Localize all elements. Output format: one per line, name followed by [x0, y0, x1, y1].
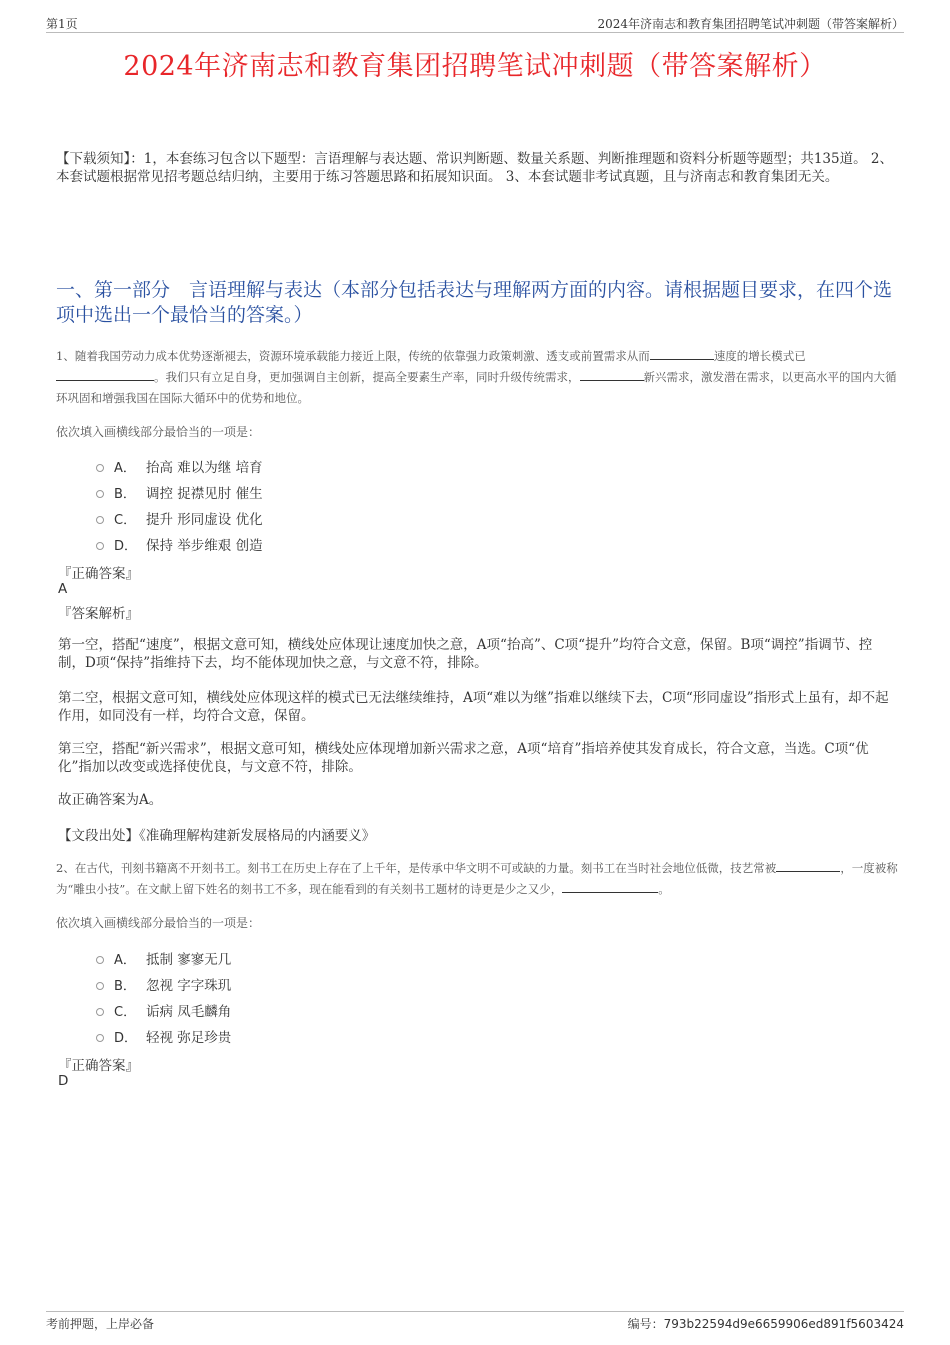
analysis-paragraph-2: 第二空，根据文意可知，横线处应体现这样的模式已无法继续维持，A项“难以为继”指难以继续下去，C项“形同虚设”指形式上虽有，却不起作用，如同没有一样，均符合文意，保留。: [58, 690, 889, 724]
correct-answer-label: 『正确答案』: [58, 1058, 139, 1074]
q1-text-c: 。我们只有立足自身，更加强调自主创新，提高全要素生产率，同时升级传统需求，: [154, 370, 580, 384]
header-doc-title: 2024年济南志和教育集团招聘笔试冲刺题（带答案解析）: [597, 17, 904, 31]
question-1-options: [96, 453, 263, 557]
option-text: 提升 形同虚设 优化: [146, 512, 263, 528]
radio-icon[interactable]: [96, 1034, 104, 1042]
page-title: 2024年济南志和教育集团招聘笔试冲刺题（带答案解析）: [123, 51, 827, 82]
q2-text-a: 2、在古代，刊刻书籍离不开刻书工。刻书工在历史上存在了上千年，是传承中华文明不可或缺的力量。刻书工在当时社会地位低微，技艺常被: [56, 861, 777, 875]
radio-icon[interactable]: [96, 464, 104, 472]
option-b[interactable]: B． 调控 捉襟见肘 催生: [96, 479, 263, 505]
page-number: 第1页: [46, 17, 78, 31]
option-c[interactable]: C． 提升 形同虚设 优化: [96, 505, 263, 531]
option-text: 轻视 弥足珍贵: [146, 1030, 232, 1046]
question-1-instruction: 依次填入画横线部分最恰当的一项是：: [56, 425, 261, 439]
analysis-label: 『答案解析』: [58, 606, 139, 622]
correct-answer: D: [58, 1073, 69, 1089]
blank-1: [776, 858, 840, 872]
blank-2: [562, 879, 658, 893]
option-text: 调控 捉襟见肘 催生: [146, 486, 263, 502]
radio-icon[interactable]: [96, 490, 104, 498]
page-footer: [46, 1311, 904, 1332]
analysis-paragraph-1: 第一空，搭配“速度”，根据文意可知，横线处应体现让速度加快之意，A项“抬高”、C项“提升”均符合文意，保留。B项“调控”指调节、控制，D项“保持”指维持下去，均不能体现加快之意，与文意不符，排除。: [58, 637, 873, 671]
radio-icon[interactable]: [96, 956, 104, 964]
question-2-text: [56, 858, 902, 900]
radio-icon[interactable]: [96, 542, 104, 550]
q1-text-b: 速度的增长模式已: [713, 349, 806, 363]
radio-icon[interactable]: [96, 516, 104, 524]
blank-2: [56, 367, 154, 381]
option-a[interactable]: A． 抵制 寥寥无几: [96, 945, 231, 971]
radio-icon[interactable]: [96, 982, 104, 990]
footer-slogan: 考前押题，上岸必备: [46, 1317, 155, 1331]
option-d[interactable]: D． 保持 举步维艰 创造: [96, 531, 263, 557]
footer-code-value: 793b22594d9e6659906ed891f5603424: [663, 1317, 904, 1331]
question-2-instruction: 依次填入画横线部分最恰当的一项是：: [56, 916, 261, 930]
correct-answer: A: [58, 581, 68, 597]
option-text: 抵制 寥寥无几: [146, 952, 232, 968]
analysis-conclusion: 故正确答案为A。: [58, 792, 163, 808]
footer-code: [628, 1315, 904, 1332]
download-notice: 【下载须知】：1，本套练习包含以下题型：言语理解与表达题、常识判断题、数量关系题、判断推理题和资料分析题等题型；共135道。 2、本套试题根据常见招考题总结归纳，主要用于练习答题思路和拓展知识面。 3、本套试题非考试真题，且与济南志和教育集团无关。: [56, 151, 893, 185]
question-1-text: [56, 346, 902, 409]
analysis-paragraph-3: 第三空，搭配“新兴需求”，根据文意可知，横线处应体现增加新兴需求之意，A项“培育”指培养使其发育成长，符合文意，当选。C项“优化”指加以改变或选择使优良，与文意不符，排除。: [58, 741, 869, 775]
source-citation: 【文段出处】《准确理解构建新发展格局的内涵要义》: [58, 828, 376, 844]
question-2-options: [96, 945, 231, 1049]
option-text: 抬高 难以为继 培育: [146, 460, 263, 476]
blank-3: [580, 367, 644, 381]
footer-code-label: 编号：: [627, 1317, 664, 1331]
option-b[interactable]: B． 忽视 字字珠玑: [96, 971, 231, 997]
page-header: [46, 14, 904, 33]
blank-1: [650, 346, 714, 360]
option-text: 保持 举步维艰 创造: [146, 538, 263, 554]
q1-text-d: 新兴需求，激发潜在需求，以更高水平的国内大循环巩固和增强我国在国际大循环中的优势和地位。: [56, 370, 897, 405]
option-d[interactable]: D． 轻视 弥足珍贵: [96, 1023, 231, 1049]
section-title: 一、第一部分 言语理解与表达（本部分包括表达与理解两方面的内容。请根据题目要求，在四个选项中选出一个最恰当的答案。）: [56, 279, 893, 326]
option-c[interactable]: C． 诟病 凤毛麟角: [96, 997, 231, 1023]
option-text: 诟病 凤毛麟角: [146, 1004, 232, 1020]
q2-text-b: ，一度被称为“雕虫小技”。在文献上留下姓名的刻书工不多，现在能看到的有关刻书工题材的诗更是少之又少，: [56, 861, 898, 896]
q1-text-a: 1、随着我国劳动力成本优势逐渐褪去，资源环境承载能力接近上限，传统的依靠强力政策刺激、透支或前置需求从而: [56, 349, 650, 363]
option-a[interactable]: A． 抬高 难以为继 培育: [96, 453, 263, 479]
correct-answer-label: 『正确答案』: [58, 566, 139, 582]
radio-icon[interactable]: [96, 1008, 104, 1016]
option-text: 忽视 字字珠玑: [146, 978, 232, 994]
q2-text-c: 。: [658, 882, 670, 896]
